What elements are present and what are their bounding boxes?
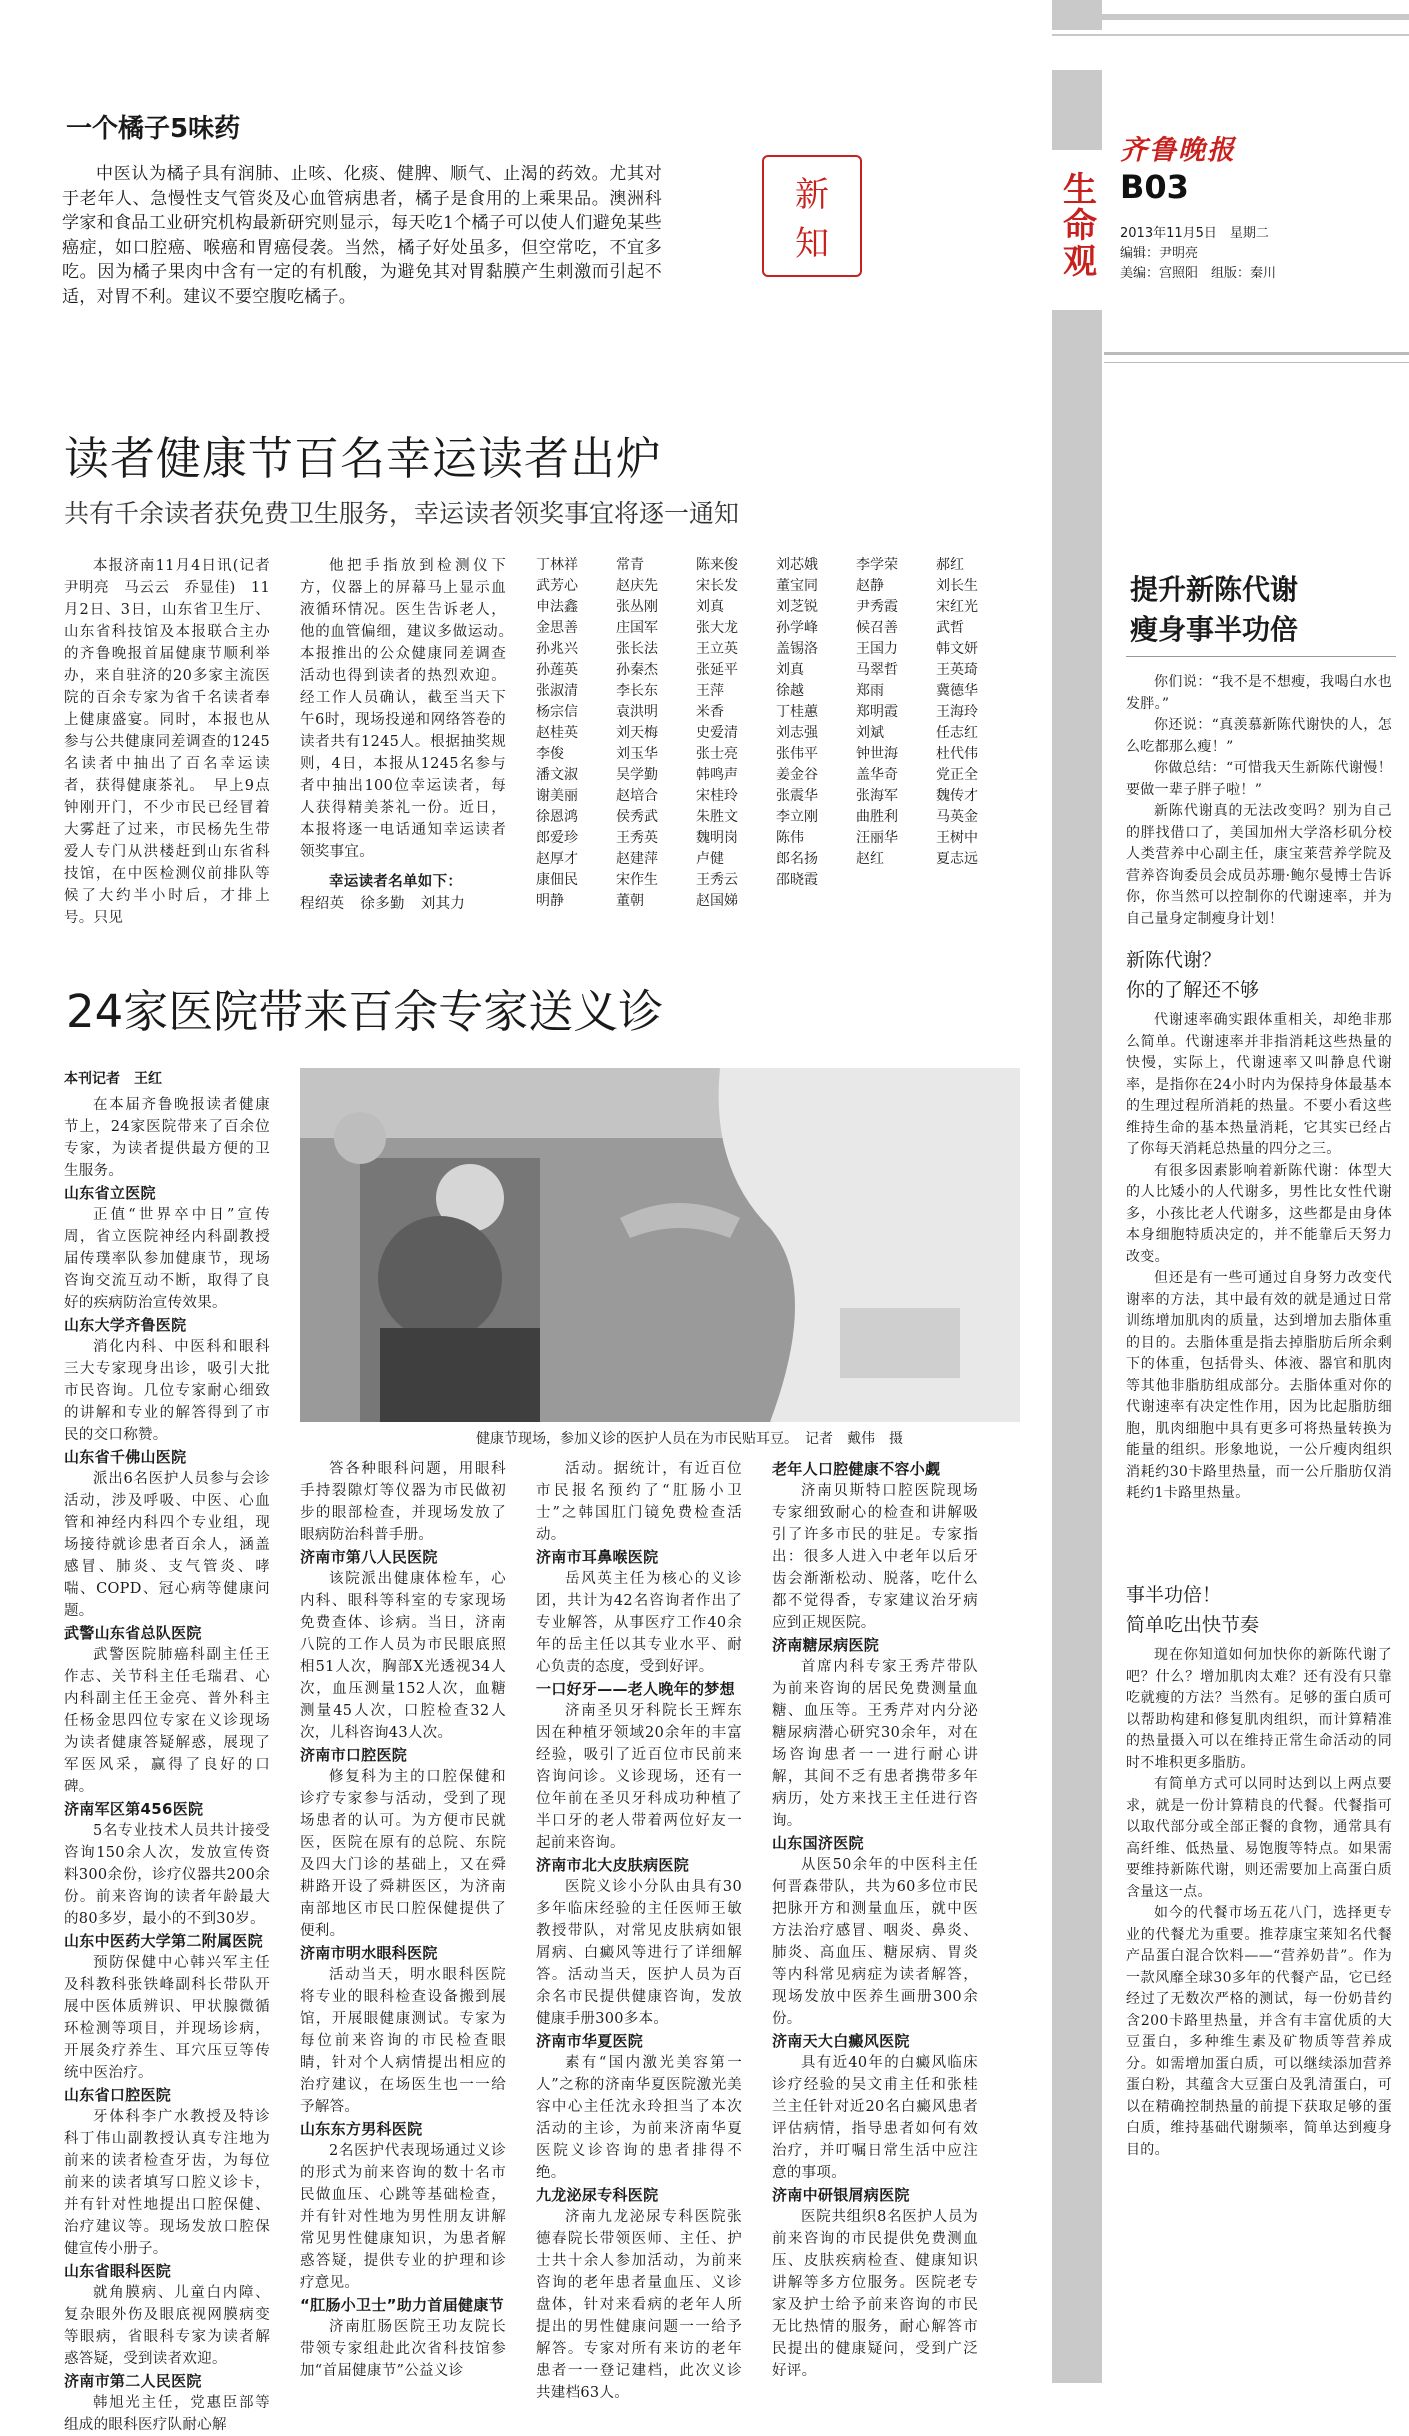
orange-body: [62, 162, 662, 309]
paragraph: 该院派出健康体检车，心内科、眼科等科室的专家现场免费查体、诊病。当日，济南八院的工作人员为市民眼底照相51人次，胸部X光透视34人次，血压测量152人次，血糖测量45人次，口腔检查32人次，儿科咨询43人次。: [300, 1571, 506, 1741]
winner-name: 徐恩鸿: [536, 809, 578, 825]
lottery-title: 读者健康节百名幸运读者出炉: [64, 432, 663, 485]
section-heading: 济南糖尿病医院: [772, 1636, 880, 1654]
top-rule: [1052, 14, 1409, 20]
winner-name: 郑雨: [856, 683, 884, 699]
paragraph: 代谢速率确实跟体重相关，却绝非那么简单。代谢速率并非指消耗这些热量的快慢，实际上，代谢速率又叫静息代谢率，是指你在24小时内为保持身体最基本的生理过程所消耗的热量。不要小看这些维持生命的基本热量消耗，它其实已经占了你每天消耗总热量的四分之三。: [1126, 1012, 1392, 1157]
clinic-photo: [300, 1068, 1020, 1422]
winners-row: [536, 786, 1016, 807]
winner-name: 钟世海: [856, 746, 898, 762]
section-heading: 山东国济医院: [772, 1834, 864, 1852]
paragraph: 你还说：“真羡慕新陈代谢快的人，怎么吃都那么瘦！”: [1126, 717, 1392, 755]
winners-row: [536, 765, 1016, 786]
winner-name: 赵桂英: [536, 725, 578, 741]
section-heading: 武警山东省总队医院: [64, 1624, 202, 1642]
diet-body-1: [1126, 1010, 1392, 1570]
top-rule-thin: [1052, 34, 1409, 36]
diet-intro: [1126, 672, 1392, 934]
section-label: [1052, 150, 1102, 300]
winner-name: 徐多勤: [360, 896, 405, 912]
diet-sub-1a: 新陈代谢？: [1126, 949, 1222, 971]
winner-name: 赵厚才: [536, 851, 578, 867]
winner-name: 侯秀武: [616, 809, 658, 825]
paragraph: 首席内科专家王秀芹带队为前来咨询的居民免费测量血糖、血压等。王秀芹对内分泌糖尿病潜心研究30余年，对在场咨询患者一一进行耐心讲解，其间不乏有患者携带多年病历，处方来找王主任进行咨询。: [772, 1659, 978, 1829]
winner-name: 朱胜文: [696, 809, 738, 825]
winner-name: 王立英: [696, 641, 738, 657]
winner-name: 刘真: [776, 662, 804, 678]
winner-name: 丁桂蕙: [776, 704, 818, 720]
winner-name: 刘芯娥: [776, 557, 818, 573]
winner-name: 宋红光: [936, 599, 978, 615]
newspaper-name: 齐鲁晚报: [1120, 135, 1236, 166]
section-heading: 济南军区第456医院: [64, 1800, 204, 1818]
winner-name: [936, 870, 1016, 891]
paragraph: 活动。据统计，有近百位市民报名预约了“肛肠小卫士”之韩国肛门镜免费检查活动。: [536, 1461, 742, 1543]
winner-name: 张大龙: [696, 620, 738, 636]
orange-title: 一个橘子5味药: [66, 114, 241, 144]
page-designer: 美编：宫照阳 组版：秦川: [1120, 266, 1277, 281]
winner-name: 赵静: [856, 578, 884, 594]
winner-name: 李长东: [616, 683, 658, 699]
winner-name: [936, 891, 1016, 912]
winner-name: 李学荣: [856, 557, 898, 573]
winner-name: 张丛刚: [616, 599, 658, 615]
new-knowledge-badge: [762, 155, 862, 277]
winner-name: 董朝: [616, 893, 644, 909]
winner-name: 康佃民: [536, 872, 578, 888]
winners-row: [536, 849, 1016, 870]
winner-name: 张伟平: [776, 746, 818, 762]
winner-name: 郎名扬: [776, 851, 818, 867]
winner-name: 汪丽华: [856, 830, 898, 846]
winner-name: 魏明岗: [696, 830, 738, 846]
clinic-col-c: [536, 1458, 742, 2401]
paragraph: 2名医护代表现场通过义诊的形式为前来咨询的数十名市民做血压、心跳等基础检查，并有针对性地为男性朋友讲解常见男性健康知识，为患者解惑答疑，提供专业的护理和诊疗意见。: [300, 2143, 506, 2291]
section-heading: “肛肠小卫士”助力首届健康节: [300, 2296, 504, 2314]
winner-name: 杜代伟: [936, 746, 978, 762]
winner-name: 姜金谷: [776, 767, 818, 783]
winner-name: 韩鸣声: [696, 767, 738, 783]
winner-name: 刘芝锐: [776, 599, 818, 615]
winner-name: 王秀云: [696, 872, 738, 888]
section-heading: 九龙泌尿专科医院: [536, 2186, 659, 2204]
winner-name: 赵建萍: [616, 851, 658, 867]
winners-row: [536, 597, 1016, 618]
winner-name: 郎爱珍: [536, 830, 578, 846]
section-heading: 山东中医药大学第二附属医院: [64, 1932, 263, 1950]
lottery-col-1-text: 本报济南11月4日讯(记者 尹明亮 马云云 乔显佳) 11月2日、3日，山东省卫生厅、山东省科技馆及本报联合主办的齐鲁晚报首届健康节顺利举办，来自驻济的20多家主流医院的百余专家为省千名读者奉上健康盛宴。同时，本报也从参与公共健康同差调查的1245名读者中抽出了百名幸运读者，获得健康茶礼。 早上9点钟刚开门，不少市民已经冒着大雾赶了过来，市民杨先生带爱人专门从洪楼赶到山东省科技馆，在中医检测仪前排队等候了大约半小时后，才排上号。只见: [64, 558, 285, 926]
section-heading: 济南市北大皮肤病医院: [536, 1856, 690, 1874]
winner-name: 孙兆兴: [536, 641, 578, 657]
winner-name: 宋长发: [696, 578, 738, 594]
winners-row: [536, 555, 1016, 576]
winners-row: [536, 702, 1016, 723]
diet-title-1: 提升新陈代谢: [1130, 573, 1299, 606]
winner-name: 赵国娣: [696, 893, 738, 909]
winner-name: 邵晓霞: [776, 872, 818, 888]
winner-name: 董宝同: [776, 578, 818, 594]
winner-name: 赵培合: [616, 788, 658, 804]
section-heading: 济南市第八人民医院: [300, 1548, 438, 1566]
winners-row: [536, 723, 1016, 744]
paragraph: 但还是有一些可通过自身努力改变代谢率的方法，其中最有效的就是通过日常训练增加肌肉的质量，达到增加去脂体重的目的。去脂体重是指去掉脂肪后所余剩下的体重，包括骨头、体液、器官和肌肉等其他非脂肪组成部分。去脂体重对你的代谢速率有决定性作用，因为比起脂肪细胞，肌肉细胞中具有更多可将热量转换为能量的组织。形象地说，一公斤瘦肉组织消耗约30卡路里热量，而一公斤脂肪仅消耗约1卡路里热量。: [1126, 1270, 1392, 1501]
winners-label: 幸运读者名单如下：: [329, 873, 463, 890]
winners-row: [536, 807, 1016, 828]
diet-sub-2b: 简单吃出快节奏: [1126, 1614, 1260, 1636]
section-heading: 山东省口腔医院: [64, 2086, 172, 2104]
paragraph: 牙体科李广水教授及特诊科丁伟山副教授认真专注地为前来的读者检查牙齿，为每位前来的读者填写口腔义诊卡，并有针对性地提出口腔保健、治疗建议等。现场发放口腔保健宣传小册子。: [64, 2109, 270, 2257]
winners-list: [536, 555, 1016, 910]
masthead-rule: [1104, 352, 1409, 355]
diet-body-2: [1126, 1645, 1392, 2369]
winner-name: 庄国军: [616, 620, 658, 636]
winner-name: 申法鑫: [536, 599, 578, 615]
winner-name: 夏志远: [936, 851, 978, 867]
winner-name: 候召善: [856, 620, 898, 636]
winner-name: 潘文淑: [536, 767, 578, 783]
winners-row: [536, 618, 1016, 639]
paragraph: 在本届齐鲁晚报读者健康节上，24家医院带来了百余位专家，为读者提供最方便的卫生服务。: [64, 1097, 270, 1179]
winner-name: [856, 870, 936, 891]
paragraph: 活动当天，明水眼科医院将专业的眼科检查设备搬到展馆，开展眼健康测试。专家为每位前来咨询的市民检查眼睛，针对个人病情提出相应的治疗建议，在场医生也一一给予解答。: [300, 1967, 506, 2115]
winner-name: 张长法: [616, 641, 658, 657]
winner-name: 盖华奇: [856, 767, 898, 783]
winner-name: 魏传才: [936, 788, 978, 804]
winner-name: 刘玉华: [616, 746, 658, 762]
winner-name: 韩文妍: [936, 641, 978, 657]
winner-name: 刘天梅: [616, 725, 658, 741]
winner-name: 党正全: [936, 767, 978, 783]
winner-name: 金思善: [536, 620, 578, 636]
winner-name: 米香: [696, 704, 724, 720]
winners-row: [536, 891, 1016, 912]
clinic-byline: 本刊记者 王红: [64, 1071, 162, 1087]
winner-name: 王英琦: [936, 662, 978, 678]
winners-row: [536, 660, 1016, 681]
paragraph: 答各种眼科问题，用眼科手持裂隙灯等仪器为市民做初步的眼部检查，并现场发放了眼病防治科普手册。: [300, 1461, 506, 1543]
side-band: [1052, 0, 1102, 2383]
paragraph: 预防保健中心韩兴军主任及科教科张铁峰副科长带队开展中医体质辨识、甲状腺微循环检测等项目，并现场诊病，开展灸疗养生、耳穴压豆等传统中医治疗。: [64, 1955, 270, 2081]
winner-name: 宋桂玲: [696, 788, 738, 804]
clinic-title: 24家医院带来百余专家送义诊: [66, 985, 664, 1038]
winner-name: 常青: [616, 557, 644, 573]
masthead: [1100, 110, 1409, 360]
winner-name: 王秀英: [616, 830, 658, 846]
winner-name: 明静: [536, 893, 564, 909]
winner-name: 宋作生: [616, 872, 658, 888]
winners-row: [536, 639, 1016, 660]
diet-title-rule: [1126, 656, 1396, 657]
paragraph: 具有近40年的白癜风临床诊疗经验的吴文甫主任和张桂兰主任针对近20名白癜风患者评估病情，指导患者如何有效治疗，并叮嘱日常生活中应注意的事项。: [772, 2055, 978, 2181]
winner-name: 张淑清: [536, 683, 578, 699]
winner-name: 刘其力: [420, 896, 466, 912]
winner-name: [856, 891, 936, 912]
winner-name: 赵红: [856, 851, 884, 867]
section-heading: 济南天大白癜风医院: [772, 2032, 910, 2050]
paragraph: 如今的代餐市场五花八门，选择更专业的代餐尤为重要。推荐康宝莱知名代餐产品蛋白混合饮料——“营养奶昔”。作为一款风靡全球30多年的代餐产品，它已经经过了无数次严格的测试，每一份奶昔约含200卡路里热量，并含有丰富优质的大豆蛋白，多种维生素及矿物质等营养成分。如需增加蛋白质，可以继续添加营养蛋白粉，其蕴含大豆蛋白及乳清蛋白，可以在精确控制热量的前提下获取足够的蛋白质，维持基础代谢频率，简单达到瘦身目的。: [1126, 1905, 1392, 2158]
lottery-col-2-text: 他把手指放到检测仪下方，仪器上的屏幕马上显示血液循环情况。医生告诉老人，他的血管偏细，建议多做运动。 本报推出的公众健康同差调查活动也得到读者的热烈欢迎。经工作人员确认，截至当天下午6时，现场投递和网络答卷的读者共有1245人。根据抽奖规则，4日，本报从1245名参与者中抽出100位幸运读者，每人获得精美茶礼一份。近日，本报将逐一电话通知幸运读者领奖事宜。: [300, 558, 521, 860]
paragraph: 济南贝斯特口腔医院现场专家细致耐心的检查和讲解吸引了许多市民的驻足。专家指出：很多人进入中老年以后牙齿会渐渐松动、脱落，吃什么都不觉得香，专家建议治牙病应到正规医院。: [772, 1483, 978, 1631]
winner-name: 刘志强: [776, 725, 818, 741]
winner-name: 盖锡洛: [776, 641, 818, 657]
paragraph: 岳风英主任为核心的义诊团，共计为42名咨询者作出了专业解答，从事医疗工作40余年的岳主任以其专业水平、耐心负责的态度，受到好评。: [536, 1571, 742, 1675]
winner-name: 孙莲英: [536, 662, 578, 678]
winner-name: 尹秀霞: [856, 599, 898, 615]
winner-name: 刘斌: [856, 725, 884, 741]
paragraph: 新陈代谢真的无法改变吗？别为自己的胖找借口了，美国加州大学洛杉矶分校人类营养中心副主任，康宝莱营养学院及营养咨询委员会成员苏珊·鲍尔曼博士告诉你，你当然可以控制你的代谢速率，并为自己量身定制瘦身计划！: [1126, 803, 1392, 927]
winner-name: 李立刚: [776, 809, 818, 825]
paragraph: 有简单方式可以同时达到以上两点要求，就是一份计算精良的代餐。代餐指可以取代部分或全部正餐的食物，通常具有高纤维、低热量、易饱腹等特点。如果需要维持新陈代谢，则还需要加上高蛋白质含量这一点。: [1126, 1776, 1392, 1900]
paragraph: 医院义诊小分队由具有30多年临床经验的主任医师王敏教授带队，对常见皮肤病如银屑病、白癜风等进行了详细解答。活动当天，医护人员为百余名市民提供健康咨询，发放健康手册300多本。: [536, 1879, 742, 2027]
paragraph: 5名专业技术人员共计接受咨询150余人次，发放宣传资料300余份，诊疗仪器共200余份。前来咨询的读者年龄最大的80多岁，最小的不到30岁。: [64, 1823, 270, 1927]
winner-name: 任志红: [936, 725, 978, 741]
paragraph: 韩旭光主任，党惠臣部等组成的眼科医疗队耐心解: [64, 2395, 270, 2433]
page-number: B03: [1120, 168, 1189, 206]
paragraph: 修复科为主的口腔保健和诊疗专家参与活动，受到了现场患者的认可。为方便市民就医，医院在原有的总院、东院及四大门诊的基础上，又在舜耕路开设了舜耕医区，为济南南部地区市民口腔保健提供了便利。: [300, 1769, 506, 1939]
winner-name: 冀德华: [936, 683, 978, 699]
lottery-col-2: [300, 555, 521, 912]
paragraph: 派出6名医护人员参与会诊活动，涉及呼吸、中医、心血管和神经内科四个专业组，现场接待就诊患者百余人，涵盖感冒、肺炎、支气管炎、哮喘、COPD、冠心病等健康问题。: [64, 1471, 270, 1619]
paragraph: 你们说：“我不是不想瘦，我喝白水也发胖。”: [1126, 674, 1392, 712]
section-heading: 老年人口腔健康不容小觑: [772, 1460, 941, 1478]
winner-name: 程绍英: [300, 896, 345, 912]
winners-row: [536, 576, 1016, 597]
page-date: 2013年11月5日 星期二: [1120, 226, 1269, 241]
winner-name: 王海玲: [936, 704, 978, 720]
paragraph: 正值“世界卒中日”宣传周，省立医院神经内科副教授届传璞率队参加健康节，现场咨询交流互动不断，取得了良好的疾病防治宣传效果。: [64, 1207, 270, 1311]
winner-name: 陈来俊: [696, 557, 738, 573]
paragraph: 济南圣贝牙科院长王辉东因在种植牙领域20余年的丰富经验，吸引了近百位市民前来咨询问诊。义诊现场，还有一位年前在圣贝牙科成功种植了半口牙的老人带着两位好友一起前来咨询。: [536, 1703, 742, 1851]
paragraph: 就角膜病、儿童白内障、复杂眼外伤及眼底视网膜病变等眼病，省眼科专家为读者解惑答疑，受到读者欢迎。: [64, 2285, 270, 2367]
lottery-subtitle: 共有千余读者获免费卫生服务，幸运读者领奖事宜将逐一通知: [64, 499, 740, 528]
paragraph: 你做总结：“可惜我天生新陈代谢慢！要做一辈子胖子啦！”: [1126, 760, 1392, 798]
winners-row: [536, 681, 1016, 702]
winner-name: 武哲: [936, 620, 964, 636]
paragraph: 消化内科、中医科和眼科三大专家现身出诊，吸引大批市民咨询。几位专家耐心细致的讲解和专业的解答得到了市民的交口称赞。: [64, 1339, 270, 1443]
winner-name: 吴学勤: [616, 767, 658, 783]
winner-name: 谢美丽: [536, 788, 578, 804]
paragraph: 从医50余年的中医科主任何晋森带队，共为60多位市民把脉开方和测量血压，就中医方法治疗感冒、咽炎、鼻炎、肺炎、高血压、糖尿病、胃炎等内科常见病症为读者解答，现场发放中医养生画册300余份。: [772, 1857, 978, 2027]
winner-name: 卢健: [696, 851, 724, 867]
winner-name: 王树中: [936, 830, 978, 846]
winner-name: 马英金: [936, 809, 978, 825]
winner-name: 徐越: [776, 683, 804, 699]
badge-char-2: 知: [795, 224, 829, 264]
winner-name: 杨宗信: [536, 704, 578, 720]
winners-row: [536, 870, 1016, 891]
section-title: 生命观: [1056, 171, 1097, 279]
winner-name: 张士亮: [696, 746, 738, 762]
orange-paragraph: 中医认为橘子具有润肺、止咳、化痰、健脾、顺气、止渴的药效。尤其对于老年人、急慢性支气管炎及心血管病患者，橘子是食用的上乘果品。澳洲科学家和食品工业研究机构最新研究则显示，每天吃1个橘子可以使人们避免某些癌症，如口腔癌、喉癌和胃癌侵袭。当然，橘子好处虽多，但空常吃，不宜多吃。因为橘子果肉中含有一定的有机酸，为避免其对胃黏膜产生刺激而引起不适，对胃不利。建议不要空腹吃橘子。: [62, 164, 662, 307]
winner-name: 李俊: [536, 746, 564, 762]
clinic-col-d: [772, 1458, 978, 2379]
winner-name: 张震华: [776, 788, 818, 804]
section-heading: 山东大学齐鲁医院: [64, 1316, 187, 1334]
paragraph: 现在你知道如何加快你的新陈代谢了吧？什么？增加肌肉太难？还有没有只靠吃就瘦的方法？当然有。足够的蛋白质可以帮助构建和修复肌肉组织，而计算精准的热量摄入可以在维持正常生命活动的同时不堆积更多脂肪。: [1126, 1647, 1392, 1771]
winner-name: 郑明霞: [856, 704, 898, 720]
winner-name: 郝红: [936, 557, 964, 573]
diet-sub-1b: 你的了解还不够: [1126, 979, 1260, 1001]
section-heading: 一口好牙——老人晚年的梦想: [536, 1680, 735, 1698]
badge-char-1: 新: [795, 175, 829, 215]
lottery-col-1: [64, 555, 285, 926]
winner-name: 曲胜利: [856, 809, 898, 825]
paragraph: 武警医院肺癌科副主任王作志、关节科主任毛瑞君、心内科副主任王金亮、普外科主任杨金思四位专家在义诊现场为读者健康答疑解惑，展现了军医风采，赢得了良好的口碑。: [64, 1647, 270, 1795]
masthead-rule-thin: [1104, 362, 1409, 363]
winner-name: 张海军: [856, 788, 898, 804]
winner-name: 史爱清: [696, 725, 738, 741]
section-heading: 济南市口腔医院: [300, 1746, 408, 1764]
section-heading: 济南市耳鼻喉医院: [536, 1548, 659, 1566]
diet-title-2: 瘦身事半功倍: [1130, 613, 1299, 646]
section-heading: 济南中研银屑病医院: [772, 2186, 910, 2204]
winner-name: 刘长生: [936, 578, 978, 594]
photo-illustration: [300, 1068, 1020, 1422]
winner-name: 王萍: [696, 683, 724, 699]
winner-name: 马翠哲: [856, 662, 898, 678]
winner-name: 王国力: [856, 641, 898, 657]
winner-name: 张延平: [696, 662, 738, 678]
section-heading: 山东东方男科医院: [300, 2120, 423, 2138]
paragraph: 济南九龙泌尿专科医院张德春院长带领医师、主任、护士共十余人参加活动，为前来咨询的老年患者量血压、义诊盘体，针对来看病的老年人所提出的男性健康问题一一给予解答。专家对所有来访的老年患者一一登记建档，此次义诊共建档63人。: [536, 2209, 742, 2401]
paragraph: 素有“国内激光美容第一人”之称的济南华夏医院激光美容中心主任沈永玲担当了本次活动的主诊，为前来济南华夏医院义诊咨询的患者排得不绝。: [536, 2055, 742, 2181]
winner-name: 陈伟: [776, 830, 804, 846]
diet-sub-2a: 事半功倍！: [1126, 1584, 1222, 1606]
section-heading: 山东省千佛山医院: [64, 1448, 187, 1466]
winners-lead: [300, 893, 506, 915]
page-editor: 编辑：尹明亮: [1120, 246, 1199, 261]
clinic-col-a: [64, 1094, 270, 2433]
paragraph: 济南肛肠医院王功友院长带领专家组赴此次省科技馆参加“首届健康节”公益义诊: [300, 2319, 506, 2379]
winner-name: 武芳心: [536, 578, 578, 594]
winner-name: 赵庆先: [616, 578, 658, 594]
paragraph: 有很多因素影响着新陈代谢：体型大的人比矮小的人代谢多，男性比女性代谢多，小孩比老人代谢多，这些都是由身体本身细胞特质决定的，并不能靠后天努力改变。: [1126, 1162, 1392, 1265]
winner-name: 刘真: [696, 599, 724, 615]
section-heading: 山东省立医院: [64, 1184, 156, 1202]
winner-name: 孙秦杰: [616, 662, 658, 678]
winners-row: [536, 744, 1016, 765]
section-heading: 济南市华夏医院: [536, 2032, 644, 2050]
winners-row: [536, 828, 1016, 849]
winner-name: 袁洪明: [616, 704, 658, 720]
winner-name: 丁林祥: [536, 557, 578, 573]
clinic-col-b: [300, 1458, 506, 2379]
section-heading: 济南市第二人民医院: [64, 2372, 202, 2390]
photo-caption: 健康节现场，参加义诊的医护人员在为市民贴耳豆。 记者 戴伟 摄: [476, 1431, 903, 1447]
paragraph: 医院共组织8名医护人员为前来咨询的市民提供免费测血压、皮肤疾病检查、健康知识讲解等多方位服务。医院老专家及护士给予前来咨询的市民无比热情的服务，耐心解答市民提出的健康疑问，受到广泛好评。: [772, 2209, 978, 2379]
winner-name: 孙学峰: [776, 620, 818, 636]
section-heading: 山东省眼科医院: [64, 2262, 172, 2280]
section-heading: 济南市明水眼科医院: [300, 1944, 438, 1962]
winner-name: [776, 891, 856, 912]
